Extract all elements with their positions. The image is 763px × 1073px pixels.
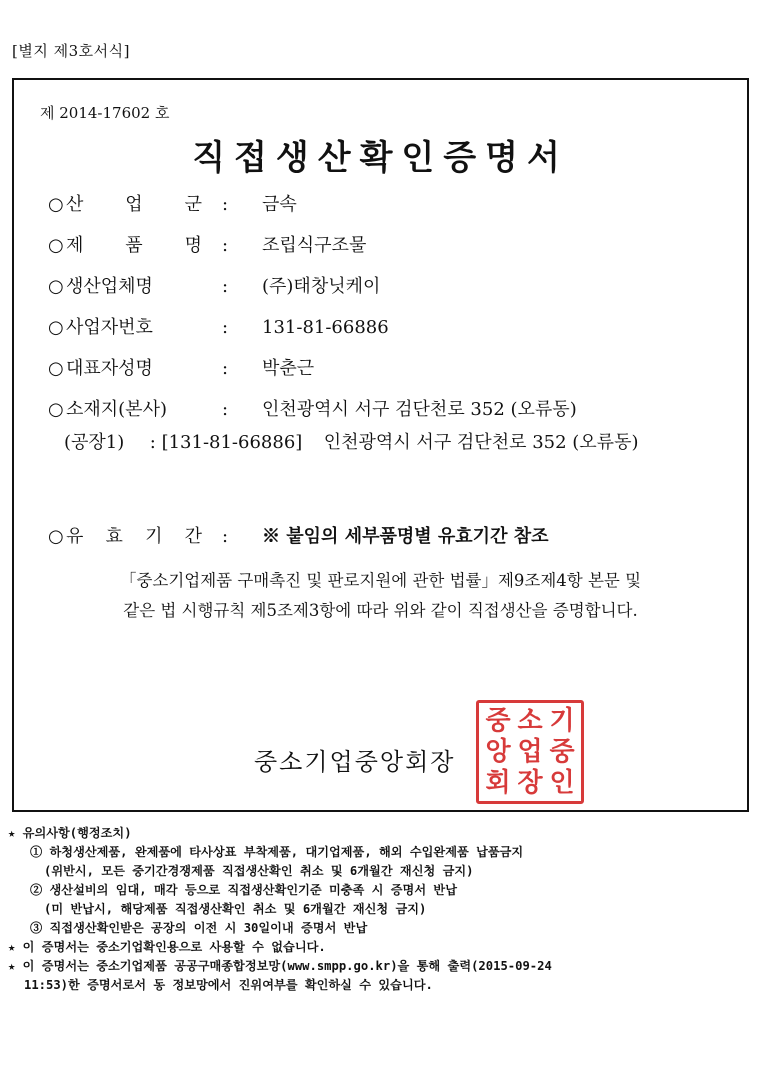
colon: : <box>222 194 229 215</box>
colon: : <box>222 317 229 338</box>
field-value: (주)태창닛케이 <box>262 276 381 297</box>
notice-line-verify: 11:53)한 증명서로서 동 정보망에서 진위여부를 확인하실 수 있습니다. <box>24 978 433 992</box>
bullet-mark: ○ <box>48 194 64 215</box>
bullet-mark: ○ <box>48 235 64 256</box>
label-char: 제 <box>66 235 84 256</box>
notice-item-2: ② 생산설비의 임대, 매각 등으로 직접생산확인기준 미충족 시 증명서 반납 <box>30 883 457 897</box>
factory-colon: : <box>149 432 156 453</box>
seal-char: 앙 <box>485 736 511 767</box>
label-char: 군 <box>184 194 202 215</box>
label-char: 품 <box>125 235 143 256</box>
bullet-mark: ○ <box>48 317 64 338</box>
notice-section <box>8 824 753 995</box>
bullet-mark: ○ <box>48 526 64 547</box>
colon: : <box>222 358 229 379</box>
notice-item-1: ① 하청생산제품, 완제품에 타사상표 부착제품, 대기업제품, 해외 수입완제품 납품금지 <box>30 845 524 859</box>
notice-line-usage: ★ 이 증명서는 중소기업확인용으로 사용할 수 없습니다. <box>8 940 326 954</box>
notice-item-3: ③ 직접생산확인받은 공장의 이전 시 30일이내 증명서 반납 <box>30 921 368 935</box>
label-char: 유 <box>66 526 84 547</box>
label-char: 간 <box>184 526 202 547</box>
statement-line-1: 「중소기업제품 구매촉진 및 판로지원에 관한 법률」제9조제4항 본문 및 <box>119 571 642 590</box>
field-label: 사업자번호 <box>66 317 153 338</box>
certificate-frame <box>12 78 749 812</box>
validity-value: ※ 붙임의 세부품명별 유효기간 참조 <box>262 526 549 547</box>
label-char: 명 <box>184 235 202 256</box>
bullet-mark: ○ <box>48 276 64 297</box>
factory-address: 인천광역시 서구 검단천로 352 (오류동) <box>323 432 639 453</box>
colon: : <box>222 235 229 256</box>
field-label: 대표자성명 <box>66 358 153 379</box>
field-label <box>66 233 202 259</box>
seal-char: 업 <box>517 736 543 767</box>
field-label: 생산업체명 <box>66 276 153 297</box>
statement-line-2: 같은 법 시행규칙 제5조제3항에 따라 위와 같이 직접생산을 증명합니다. <box>123 601 638 620</box>
label-char: 기 <box>145 526 163 547</box>
notice-item-1-sub: (위반시, 모든 중기간경쟁제품 직접생산확인 취소 및 6개월간 재신청 금지) <box>44 864 474 878</box>
colon: : <box>222 276 229 297</box>
field-value: 박춘근 <box>262 358 315 379</box>
field-value: 금속 <box>262 194 297 215</box>
seal-char: 회 <box>485 767 511 798</box>
bullet-mark: ○ <box>48 358 64 379</box>
notice-line-output: ★ 이 증명서는 중소기업제품 공공구매종합정보망(www.smpp.go.kr)을 통해 출력(2015-09-24 <box>8 959 552 973</box>
factory-row <box>64 430 638 456</box>
colon: : <box>222 399 229 420</box>
label-char: 산 <box>66 194 84 215</box>
factory-reg-number: [131-81-66886] <box>161 432 303 453</box>
seal-char: 기 <box>549 706 575 737</box>
notice-heading: ★ 유의사항(행정조치) <box>8 826 132 840</box>
field-label <box>66 192 202 218</box>
seal-char: 소 <box>517 706 543 737</box>
form-label: [별지 제3호서식] <box>12 42 130 60</box>
field-value: 131-81-66886 <box>262 317 389 338</box>
bullet-mark: ○ <box>48 399 64 420</box>
document-number: 제 2014-17602 호 <box>40 104 170 122</box>
seal-char: 중 <box>549 736 575 767</box>
notice-item-2-sub: (미 반납시, 해당제품 직접생산확인 취소 및 6개월간 재신청 금지) <box>44 902 427 916</box>
field-label: 소재지(본사) <box>66 399 167 420</box>
seal-char: 중 <box>485 706 511 737</box>
label-char: 업 <box>125 194 143 215</box>
seal-char: 인 <box>549 767 575 798</box>
colon: : <box>222 526 229 547</box>
field-label <box>66 524 202 550</box>
official-seal-stamp <box>476 700 584 804</box>
seal-char: 장 <box>517 767 543 798</box>
factory-label: (공장1) <box>64 432 125 453</box>
certificate-title: 직접생산확인증명서 <box>192 138 569 178</box>
label-char: 효 <box>105 526 123 547</box>
field-value: 조립식구조물 <box>262 235 367 256</box>
field-value: 인천광역시 서구 검단천로 352 (오류동) <box>262 399 577 420</box>
issuer-name: 중소기업중앙회장 <box>254 748 456 776</box>
